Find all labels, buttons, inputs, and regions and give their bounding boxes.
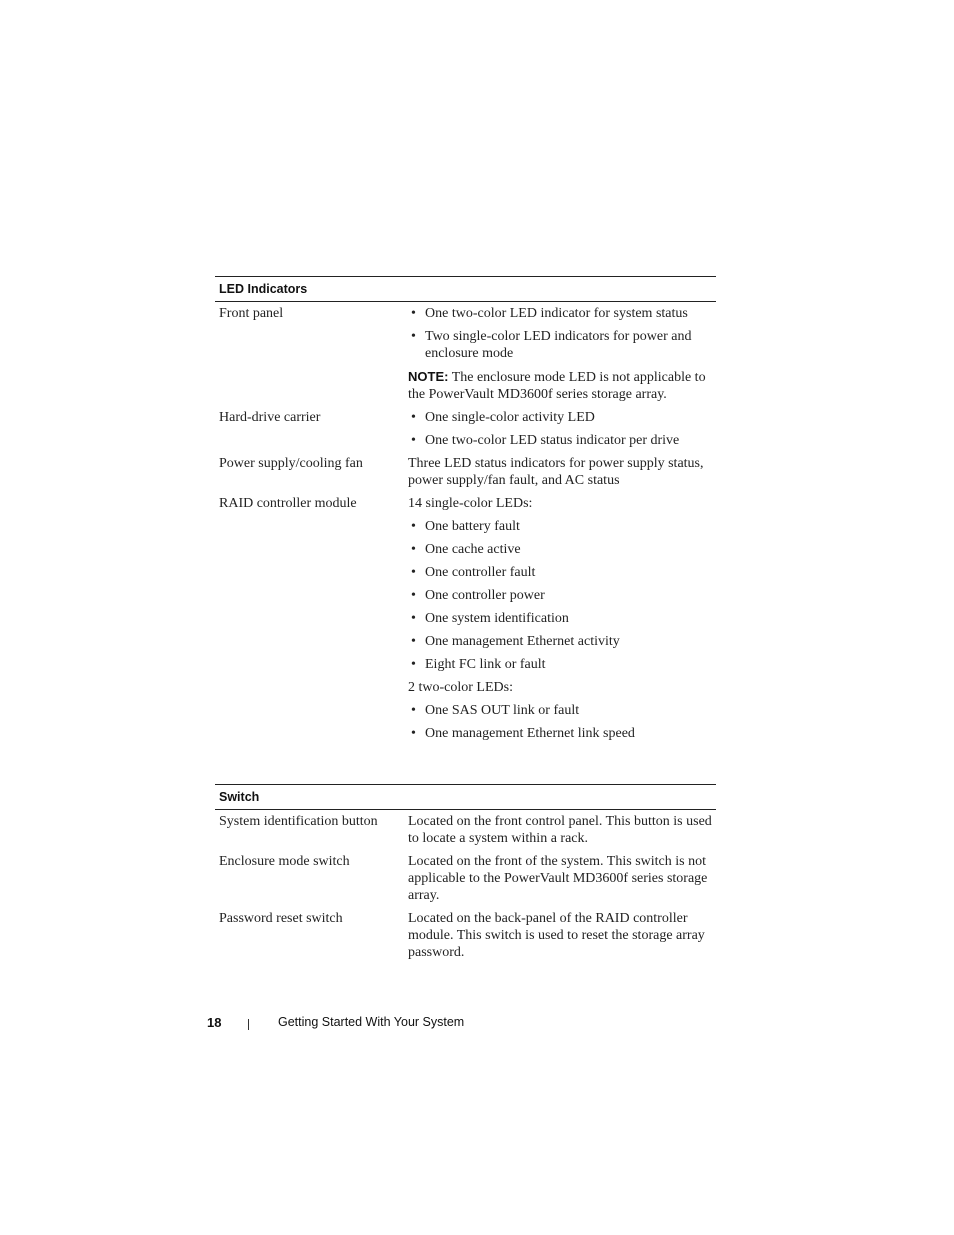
row-text: Located on the front control panel. This button is used to locate a system within a rack.: [408, 814, 712, 846]
table-row-power-supply: [215, 455, 716, 489]
row-label-enclosure-mode-switch: Enclosure mode switch: [219, 854, 350, 869]
bullet-icon: •: [411, 588, 416, 603]
switch-table: [215, 784, 716, 967]
page-number: 18: [207, 1015, 222, 1030]
row-desc-power-supply: [408, 455, 716, 489]
row-desc-password-reset-switch: [408, 910, 716, 961]
table-row-hard-drive-carrier: [215, 409, 716, 449]
row-desc-system-id-button: [408, 813, 716, 847]
list-item: • One two-color LED status indicator per drive: [411, 433, 680, 448]
row-desc-hard-drive-carrier: [408, 409, 716, 449]
list-item: • One controller power: [411, 588, 545, 603]
row-label-system-id-button: System identification button: [219, 814, 378, 829]
bullet-icon: •: [411, 634, 416, 649]
list-item: • One SAS OUT link or fault: [411, 703, 580, 718]
row-desc-raid-controller: [408, 495, 716, 742]
list-intro: 2 two-color LEDs:: [408, 680, 513, 695]
list-item: • Eight FC link or fault: [411, 657, 546, 672]
list-item: • One management Ethernet activity: [411, 634, 620, 649]
row-label-power-supply: Power supply/cooling fan: [219, 456, 363, 471]
bullet-icon: •: [411, 657, 416, 672]
row-text: Located on the front of the system. This switch is not applicable to the PowerVault MD3600f series storage array.: [408, 854, 708, 903]
bullet-icon: •: [411, 726, 416, 741]
bullet-icon: •: [411, 306, 416, 321]
list-item: • One controller fault: [411, 565, 536, 580]
footer-separator: [248, 1019, 249, 1030]
page-footer: [0, 1015, 954, 1035]
bullet-icon: •: [411, 703, 416, 718]
row-label-raid-controller: RAID controller module: [219, 496, 357, 511]
led-indicators-heading: LED Indicators: [215, 276, 716, 302]
list-item: • One single-color activity LED: [411, 410, 595, 425]
row-label-front-panel: Front panel: [219, 306, 284, 321]
table-row-password-reset-switch: [215, 910, 716, 961]
bullet-icon: •: [411, 611, 416, 626]
row-desc-front-panel: [408, 305, 716, 403]
list-intro: 14 single-color LEDs:: [408, 496, 533, 511]
footer-title: Getting Started With Your System: [278, 1015, 465, 1029]
note-label: NOTE:: [408, 369, 449, 384]
row-text: Located on the back-panel of the RAID controller module. This switch is used to reset the storage array password.: [408, 911, 705, 960]
table-row-enclosure-mode-switch: [215, 853, 716, 904]
table-row-raid-controller: [215, 495, 716, 742]
row-text: Three LED status indicators for power supply status, power supply/fan fault, and AC status: [408, 456, 704, 488]
note-text: The enclosure mode LED is not applicable to the PowerVault MD3600f series storage array.: [408, 370, 706, 402]
note-paragraph: [408, 368, 716, 403]
table-row-system-id-button: [215, 813, 716, 847]
bullet-icon: •: [411, 519, 416, 534]
list-item: • One management Ethernet link speed: [411, 726, 635, 741]
row-label-password-reset-switch: Password reset switch: [219, 911, 343, 926]
list-item: • Two single-color LED indicators for power and enclosure mode: [411, 329, 692, 361]
row-desc-enclosure-mode-switch: [408, 853, 716, 904]
bullet-icon: •: [411, 565, 416, 580]
list-item: • One cache active: [411, 542, 521, 557]
table-row-front-panel: [215, 305, 716, 403]
switch-heading: Switch: [215, 784, 716, 810]
led-indicators-table: [215, 276, 716, 748]
row-label-hard-drive-carrier: Hard-drive carrier: [219, 410, 321, 425]
list-item: • One battery fault: [411, 519, 520, 534]
bullet-icon: •: [411, 329, 416, 344]
bullet-icon: •: [411, 433, 416, 448]
bullet-icon: •: [411, 542, 416, 557]
list-item: • One two-color LED indicator for system status: [411, 306, 688, 321]
list-item: • One system identification: [411, 611, 569, 626]
bullet-icon: •: [411, 410, 416, 425]
